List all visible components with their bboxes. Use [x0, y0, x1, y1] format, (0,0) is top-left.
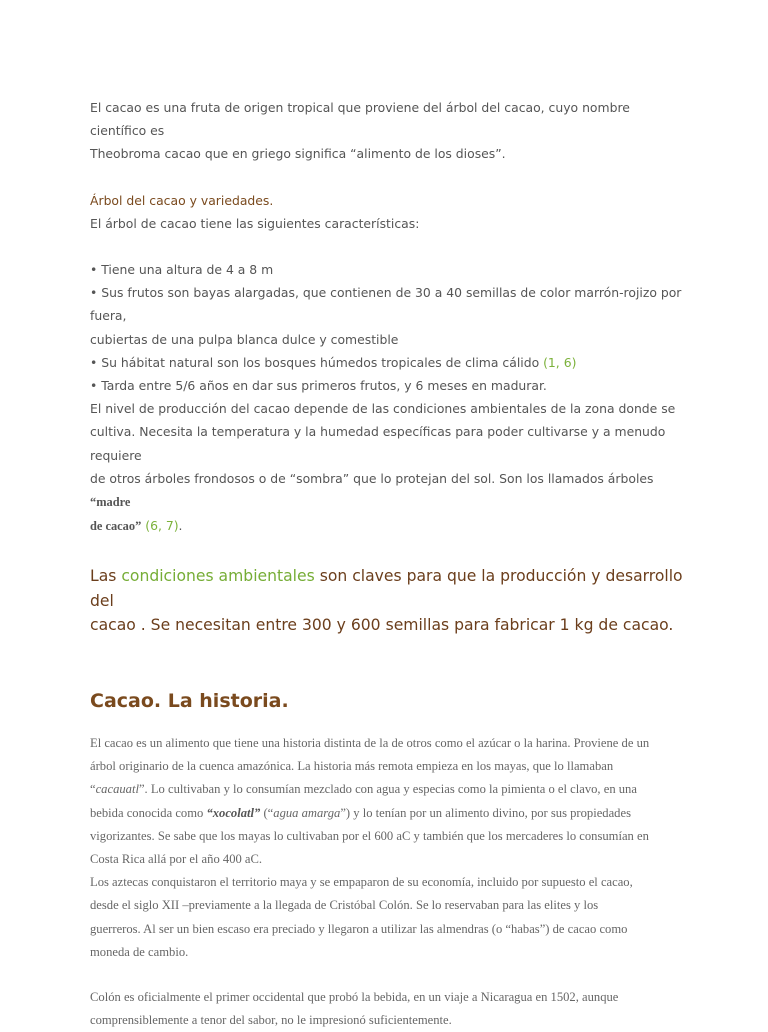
history-line: El cacao es un alimento que tiene una historia distinta de la de otros como el azúcar o la harina. Proviene de un	[90, 735, 650, 750]
history-line: Colón es oficialmente el primer occidental que probó la bebida, en un viaje a Nicaragua en 1502, aunque	[90, 989, 619, 1004]
spacer	[90, 235, 690, 258]
paragraph-text: de otros árboles frondosos o de “sombra” que lo protejan del sol. Son los llamados árboles	[90, 470, 654, 486]
section-heading: Árbol del cacao y variedades.	[90, 192, 274, 208]
agua-amarga-term: agua amarga	[273, 805, 341, 820]
history-line	[90, 778, 690, 801]
history-line: moneda de cambio.	[90, 944, 189, 959]
history-text: (“	[260, 805, 274, 820]
highlight-line: cacao . Se necesitan entre 300 y 600 semillas para fabricar 1 kg de cacao.	[90, 616, 674, 635]
history-line: guerreros. Al ser un bien escaso era preciado y llegaron a utilizar las almendras (o “habas”) de cacao como	[90, 921, 628, 936]
history-paragraph-1	[90, 732, 690, 964]
bullet-item-cont: cubiertas de una pulpa blanca dulce y comestible	[90, 331, 399, 347]
bullet-item: • Tiene una altura de 4 a 8 m	[90, 262, 274, 278]
bullet-item	[90, 351, 690, 374]
bullet-text: • Su hábitat natural son los bosques húmedos tropicales de clima cálido	[90, 354, 544, 370]
history-line: Costa Rica allá por el año 400 aC.	[90, 851, 263, 866]
section-lead: El árbol de cacao tiene las siguientes características:	[90, 215, 420, 231]
history-line: vigorizantes. Se sabe que los mayas lo cultivaban por el 600 aC y también que los mercaderes lo consumían en	[90, 828, 649, 843]
intro-paragraph	[90, 96, 690, 166]
history-text: ”. Lo cultivaban y lo consumían mezclado con agua y especias como la pimienta o el clavo, en una	[138, 782, 637, 797]
document-page	[90, 96, 690, 1032]
history-line	[90, 802, 690, 825]
history-title: Cacao. La historia.	[90, 689, 289, 712]
highlight-paragraph	[90, 564, 690, 638]
condiciones-link[interactable]: condiciones ambientales	[121, 567, 315, 586]
history-line: árbol originario de la cuenca amazónica. La historia más remota empieza en los mayas, que lo llamaban	[90, 759, 614, 774]
intro-line: Theobroma cacao que en griego significa “alimento de los dioses”.	[90, 146, 506, 162]
xocolatl-term: “xocolatl”	[206, 805, 261, 820]
period: .	[178, 518, 183, 534]
highlight-line	[90, 564, 690, 613]
reference-link[interactable]: (1, 6)	[543, 354, 577, 370]
history-text: bebida conocida como	[90, 805, 207, 820]
intro-line: El cacao es una fruta de origen tropical que proviene del árbol del cacao, cuyo nombre científico es	[90, 100, 630, 139]
cacauatl-term: cacauatl	[95, 782, 139, 797]
history-line: comprensiblemente a tenor del sabor, no le impresionó suficientemente.	[90, 1013, 452, 1028]
history-line: Los aztecas conquistaron el territorio maya y se empaparon de su economía, incluido por supuesto el cacao,	[90, 875, 633, 890]
section-arbol	[90, 189, 690, 539]
quote-mark: “	[90, 782, 96, 797]
madre-cacao-term: “madre	[90, 495, 131, 510]
history-line: desde el siglo XII –previamente a la llegada de Cristóbal Colón. Se lo reservaban para las elites y los	[90, 898, 599, 913]
paragraph-line	[90, 467, 690, 514]
reference-link[interactable]: (6, 7)	[145, 518, 179, 534]
madre-cacao-term: de cacao”	[90, 519, 142, 534]
paragraph-line: El nivel de producción del cacao depende de las condiciones ambientales de la zona donde se	[90, 401, 676, 417]
highlight-text: Las	[90, 567, 122, 586]
bullet-item: • Tarda entre 5/6 años en dar sus primeros frutos, y 6 meses en madurar.	[90, 378, 547, 394]
history-paragraph-3	[90, 986, 690, 1032]
paragraph-line	[90, 514, 690, 538]
bullet-item: • Sus frutos son bayas alargadas, que contienen de 30 a 40 semillas de color marrón-rojizo por fuera,	[90, 285, 682, 324]
history-text: ”) y lo tenían por un alimento divino, por sus propiedades	[340, 805, 631, 820]
highlight-text: son claves para que la producción y desarrollo del	[90, 567, 683, 610]
paragraph-line: cultiva. Necesita la temperatura y la humedad específicas para poder cultivarse y a menudo requiere	[90, 424, 666, 463]
